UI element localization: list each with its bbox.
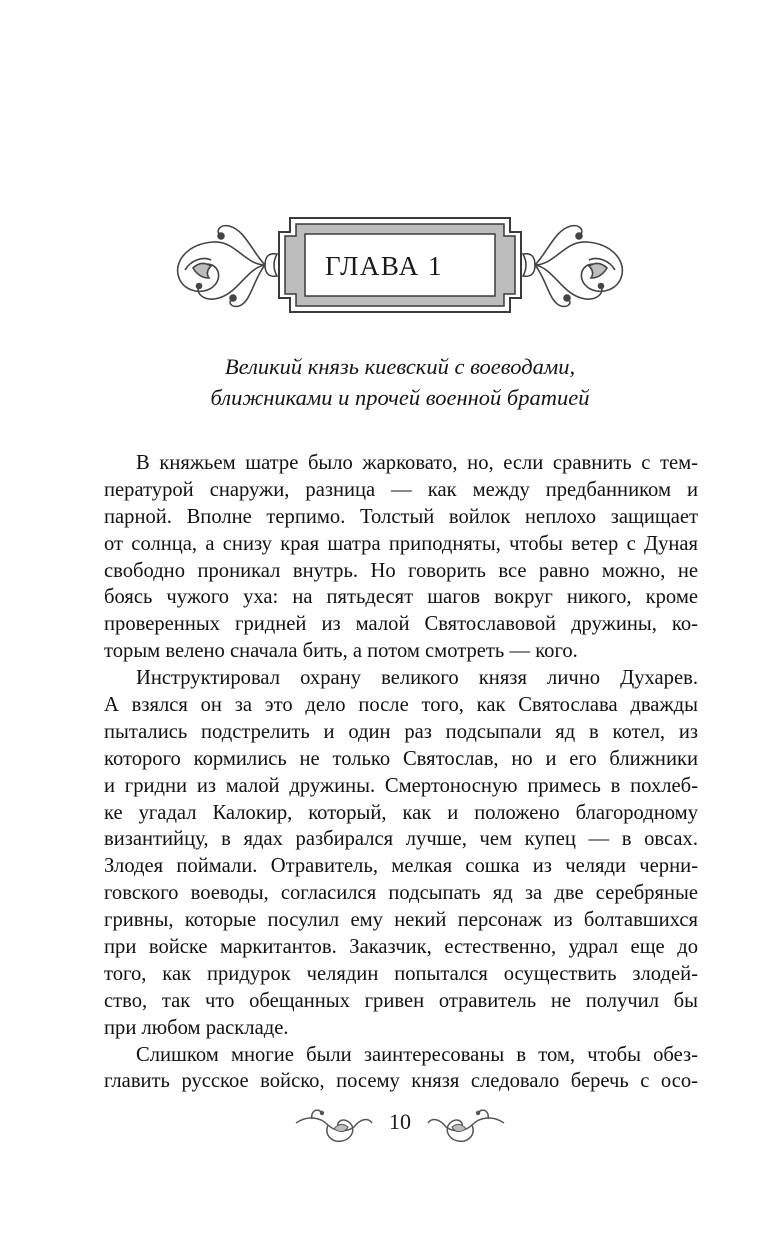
footer-ornament-left-icon [294,1103,374,1147]
frame-knot-left [265,254,277,277]
text-line: ке угадал Калокир, который, как и положено благородному [104,801,698,824]
text-line: торым велено сначала бить, а потом смотреть — кого. [104,640,578,663]
text-line: от солнца, а снизу края шатра приподняты, чтобы ветер с Дуная [104,532,698,555]
chapter-subtitle [100,351,700,413]
text-line: Инструктировал охрану великого князя лично Духарев. [136,667,698,690]
frame-knot-right [523,254,535,277]
left-scroll-ornament [178,226,265,307]
text-line: которого кормились не только Святослав, но и его ближники [104,747,698,770]
text-line: парной. Вполне терпимо. Толстый войлок неплохо защищает [104,505,698,528]
text-line: В княжьем шатре было жарковато, но, если сравнить с тем- [136,452,698,474]
text-line: и гридни из малой дружины. Смертоносную примесь в похлеб- [104,774,698,797]
text-line: пытались подстрелить и один раз подсыпали яд в котел, из [104,720,698,743]
text-line: гривны, которые посулил ему некий персонаж из болтавшихся [104,909,698,932]
text-line: византийцу, в ядах разбирался лучше, чем купец — в овсах. [104,828,698,851]
footer-ornament-right-icon [426,1103,506,1147]
text-line: главить русское войско, посему князя следовало беречь с осо- [104,1070,698,1093]
text-line: пературой снаружи, разница — как между предбанником и [104,478,698,501]
body-text [104,450,698,1095]
text-line: при войске маркитантов. Заказчик, естественно, удрал еще до [104,936,698,959]
text-line: того, как придурок челядин попытался осуществить злодей- [104,962,698,985]
text-line: при любом раскладе. [104,1016,289,1039]
text-line: ство, так что обещанных гривен отравитель не получил бы [104,989,698,1012]
text-line: Слишком многие были заинтересованы в том, чтобы обез- [136,1043,698,1066]
page-footer [294,1103,506,1147]
text-line: Злодея поймали. Отравитель, мелкая сошка из челяди черни- [104,855,698,878]
chapter-title: ГЛАВА 1 [325,250,443,281]
subtitle-line: Великий князь киевский с воеводами, [224,354,576,379]
text-line: А взялся он за это дело после того, как Святослава дважды [104,694,698,717]
text-line: говского воеводы, согласился подсыпать яд за две серебряные [104,882,698,905]
right-scroll-ornament [535,226,622,307]
subtitle-line: ближниками и прочей военной братией [210,385,590,410]
text-line: проверенных гридней из малой Святославовой дружины, ко- [104,613,698,636]
text-line: свободно проникал внутрь. Но говорить все равно можно, не [104,559,698,582]
text-line: боясь чужого уха: на пятьдесят шагов вокруг никого, кроме [104,586,698,609]
page-number: 10 [389,1109,411,1134]
